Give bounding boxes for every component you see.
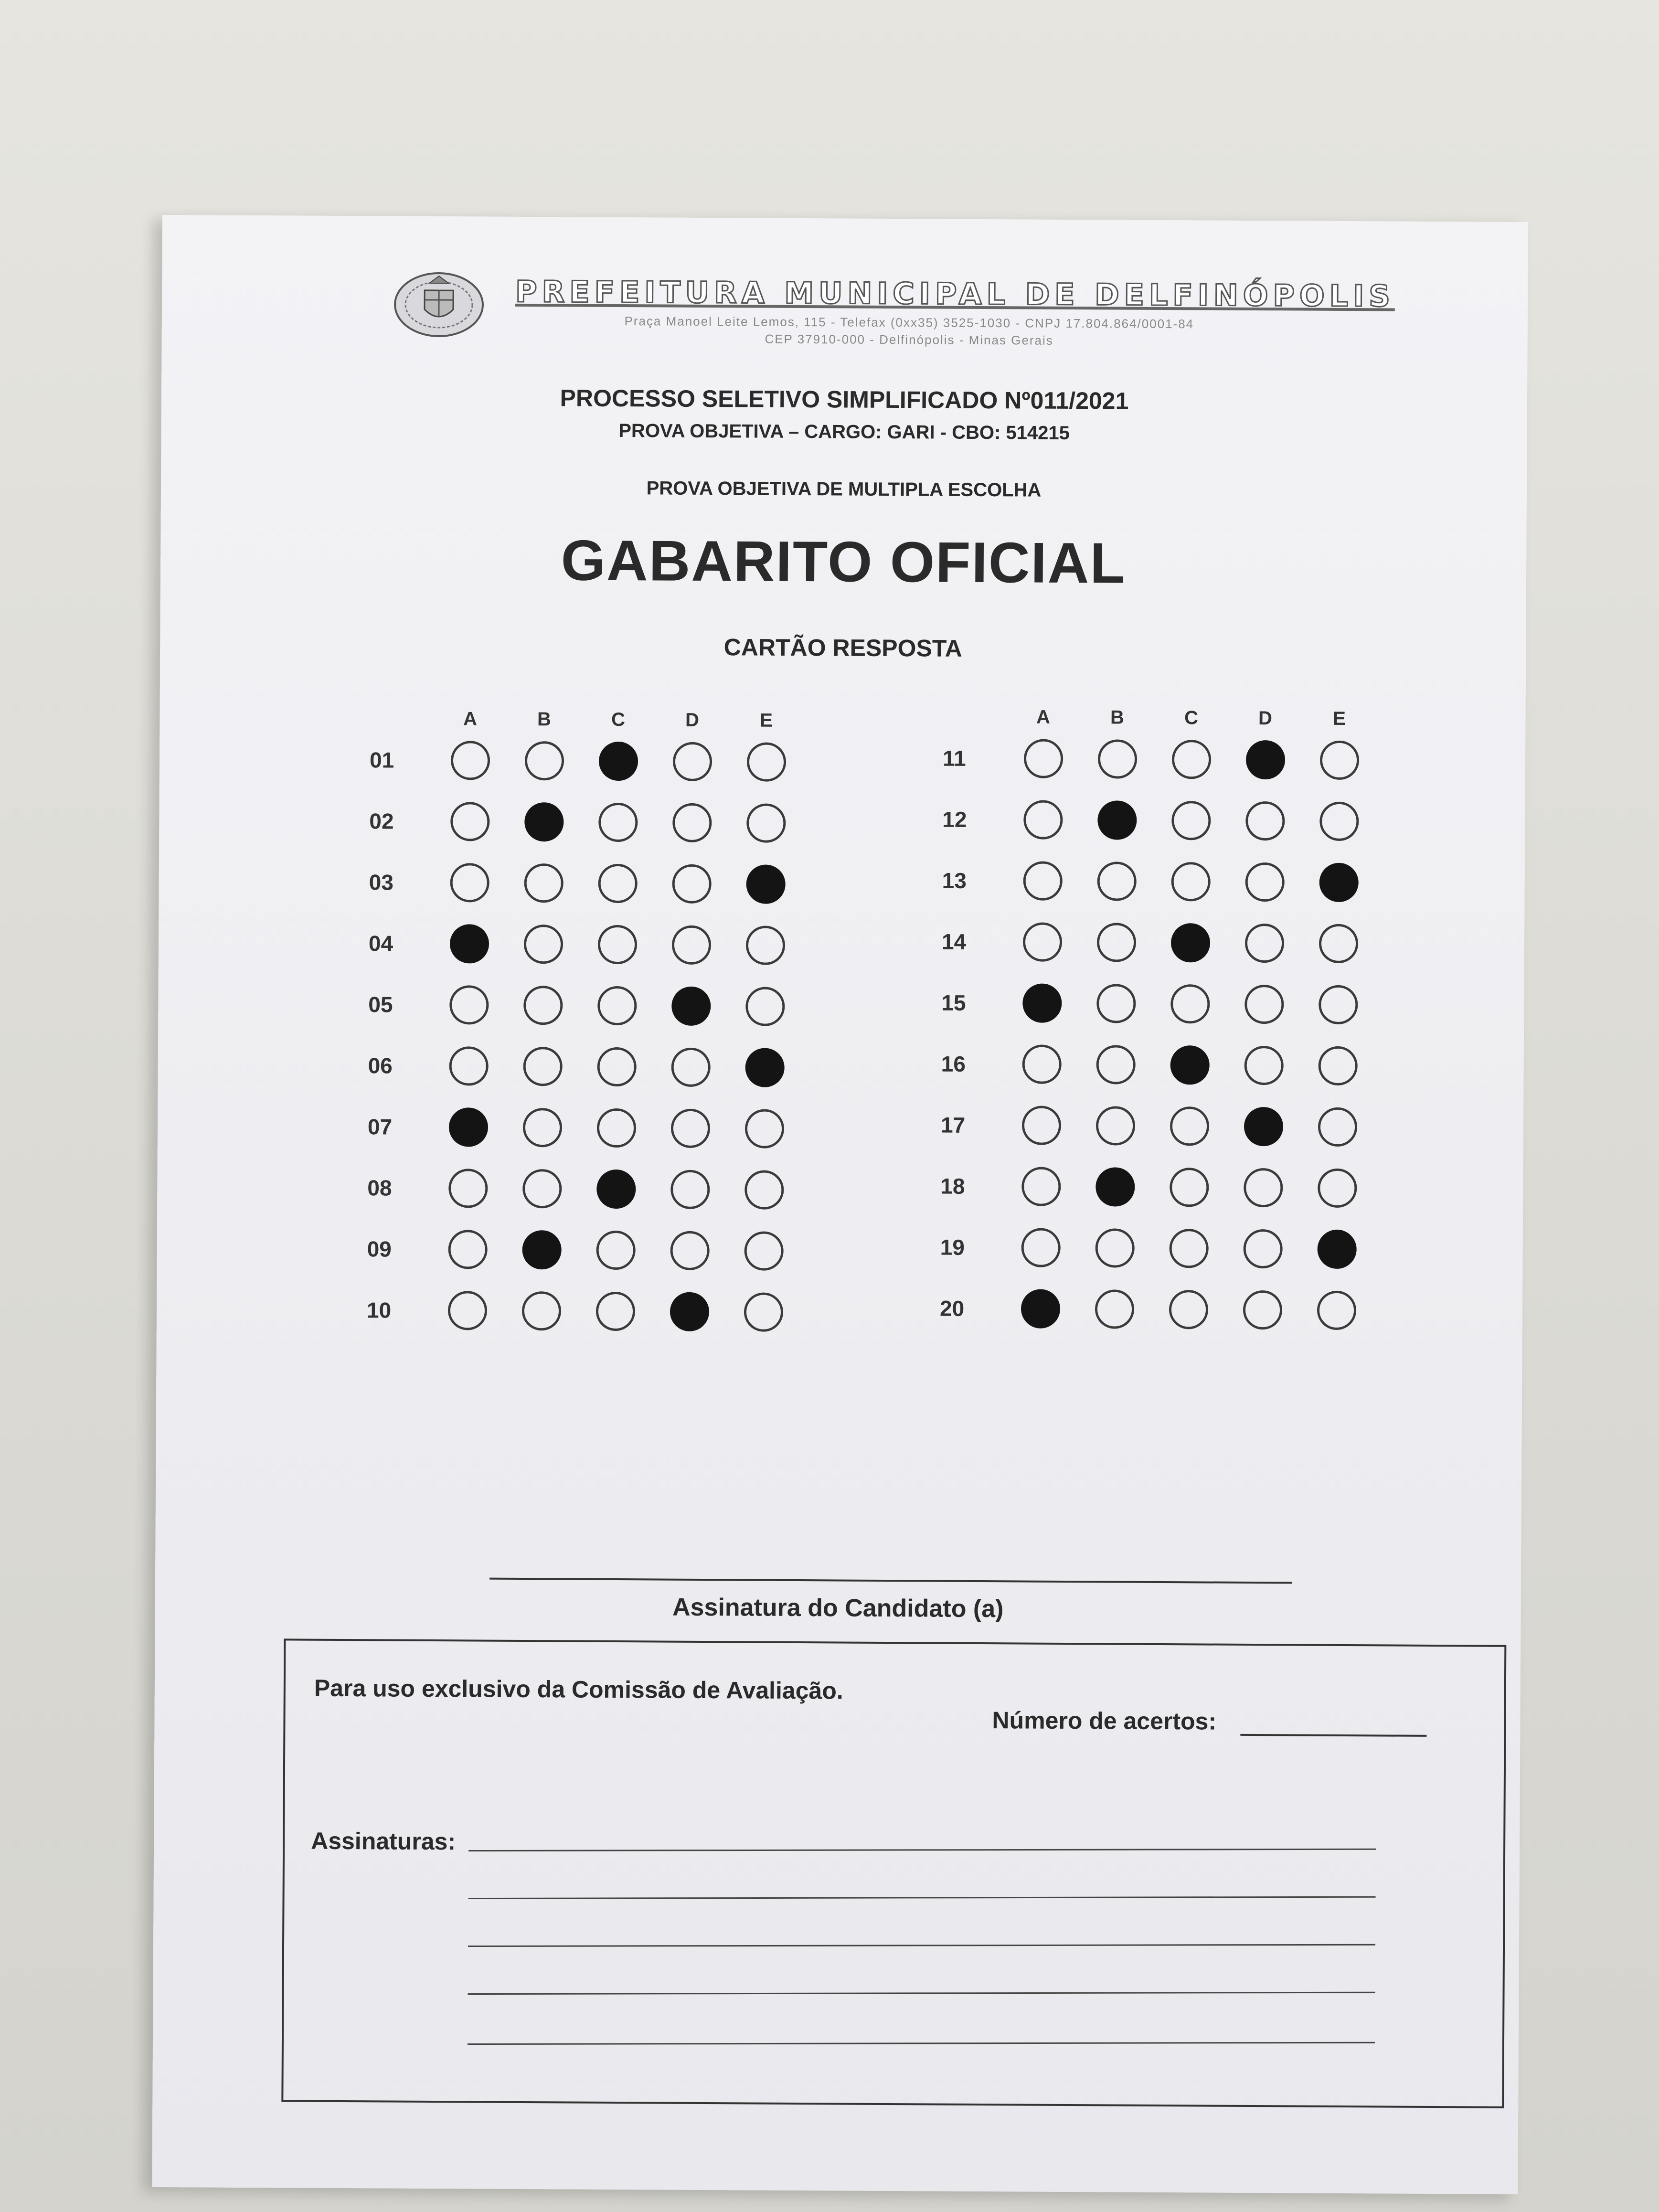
answer-bubble-b-filled[interactable]	[524, 802, 564, 841]
answer-bubble-b[interactable]	[1096, 984, 1136, 1023]
commission-box	[281, 1638, 1506, 2108]
answer-bubble-a[interactable]	[1022, 1106, 1061, 1145]
question-number: 12	[942, 807, 967, 832]
answer-bubble-b[interactable]	[522, 1291, 561, 1330]
question-number: 10	[366, 1297, 392, 1323]
answer-bubble-d-filled[interactable]	[1244, 1107, 1283, 1146]
question-row	[941, 1102, 1418, 1150]
commission-signature-line-3	[468, 1944, 1375, 1947]
question-row	[941, 1041, 1418, 1089]
answer-bubble-b[interactable]	[1097, 923, 1136, 962]
answer-bubble-e[interactable]	[1318, 1169, 1357, 1208]
number-of-hits-line	[1240, 1734, 1426, 1737]
signatures-label: Assinaturas:	[311, 1827, 456, 1855]
answer-bubble-b[interactable]	[523, 1047, 562, 1086]
page-title: GABARITO OFICIAL	[561, 528, 1127, 596]
answer-bubble-d[interactable]	[1245, 801, 1285, 840]
question-number: 11	[942, 745, 966, 771]
question-row	[367, 1287, 844, 1335]
question-row	[370, 736, 847, 785]
question-row	[368, 981, 846, 1029]
answer-bubble-d-filled[interactable]	[671, 987, 711, 1026]
answer-bubble-c-filled[interactable]	[1170, 1045, 1209, 1085]
question-row	[367, 1164, 845, 1212]
candidate-signature-label: Assinatura do Candidato (a)	[672, 1593, 1004, 1623]
option-header-e: E	[760, 710, 773, 731]
answer-bubble-b[interactable]	[524, 925, 563, 964]
answer-bubble-a[interactable]	[449, 1046, 488, 1085]
answer-bubble-e[interactable]	[1317, 1291, 1356, 1330]
option-header-b: B	[1110, 707, 1125, 728]
question-number: 07	[367, 1114, 393, 1139]
answer-bubble-d[interactable]	[670, 1231, 709, 1270]
answer-bubble-b[interactable]	[1097, 861, 1137, 901]
answer-bubble-c[interactable]	[1171, 862, 1211, 901]
option-header-d: D	[685, 709, 700, 731]
question-row	[368, 1103, 845, 1151]
letterhead-address-line2: CEP 37910-000 - Delfinópolis - Minas Gerais	[765, 331, 1053, 348]
question-number: 13	[942, 868, 967, 893]
answer-bubble-b[interactable]	[523, 986, 563, 1025]
question-number: 14	[941, 929, 967, 954]
answer-bubble-a[interactable]	[448, 1230, 487, 1269]
question-number: 20	[939, 1296, 965, 1321]
answer-bubble-d[interactable]	[672, 925, 711, 965]
answer-bubble-a[interactable]	[1023, 922, 1062, 961]
answer-bubble-d[interactable]	[671, 1048, 710, 1087]
answer-bubble-d[interactable]	[1245, 924, 1284, 963]
answer-bubble-e[interactable]	[1319, 924, 1358, 963]
answer-bubble-b[interactable]	[1096, 1106, 1135, 1145]
answer-bubble-c[interactable]	[1170, 1106, 1209, 1146]
question-number: 19	[940, 1234, 965, 1260]
answer-bubble-b[interactable]	[1096, 1045, 1135, 1084]
answer-bubble-d[interactable]	[1244, 1168, 1283, 1207]
commission-signature-line-4	[468, 1992, 1375, 1995]
answer-bubble-c[interactable]	[597, 986, 637, 1025]
answer-bubble-a[interactable]	[448, 1169, 488, 1208]
question-row	[369, 920, 846, 968]
answer-bubble-e[interactable]	[1318, 1107, 1357, 1147]
question-row	[943, 735, 1420, 783]
answer-bubble-d-filled[interactable]	[670, 1292, 709, 1331]
answer-bubble-c[interactable]	[1169, 1290, 1208, 1329]
commission-exclusive-use-label: Para uso exclusivo da Comissão de Avaliação.	[314, 1674, 843, 1704]
answer-bubble-a[interactable]	[1023, 861, 1063, 900]
answer-bubble-e-filled[interactable]	[1319, 863, 1359, 902]
question-row	[940, 1224, 1417, 1272]
answer-bubble-b[interactable]	[1095, 1289, 1134, 1329]
commission-signature-line-5	[468, 2042, 1375, 2045]
answer-card-heading: CARTÃO RESPOSTA	[723, 634, 962, 662]
answer-bubble-a[interactable]	[1021, 1228, 1060, 1267]
answer-bubble-a-filled[interactable]	[449, 1107, 488, 1147]
answer-bubble-c[interactable]	[597, 1047, 636, 1086]
answer-bubble-b-filled[interactable]	[522, 1230, 561, 1269]
question-number: 16	[941, 1051, 966, 1076]
commission-signature-line-2	[468, 1896, 1376, 1899]
number-of-hits-label: Número de acertos:	[992, 1707, 1217, 1735]
answer-bubble-b[interactable]	[525, 741, 564, 780]
answer-bubble-c[interactable]	[598, 864, 637, 903]
answer-bubble-c[interactable]	[1170, 984, 1210, 1023]
answer-bubble-e[interactable]	[746, 925, 785, 965]
question-row	[942, 796, 1420, 844]
answer-bubble-e-filled[interactable]	[1317, 1230, 1356, 1269]
answer-bubble-d[interactable]	[1244, 1046, 1283, 1085]
answer-bubble-c[interactable]	[596, 1292, 635, 1331]
exam-heading: PROVA OBJETIVA – CARGO: GARI - CBO: 514215	[618, 420, 1070, 444]
answer-bubble-d[interactable]	[670, 1170, 710, 1209]
question-number: 17	[940, 1112, 966, 1138]
answer-bubble-a[interactable]	[451, 741, 490, 780]
answer-bubble-b[interactable]	[1098, 739, 1137, 778]
question-row	[368, 1042, 845, 1090]
letterhead	[391, 269, 1395, 355]
municipal-crest-icon	[391, 269, 487, 341]
answer-bubble-e[interactable]	[745, 1109, 784, 1148]
question-row	[369, 798, 847, 846]
exam-type-heading: PROVA OBJETIVA DE MULTIPLA ESCOLHA	[646, 478, 1042, 501]
answer-bubble-a-filled[interactable]	[450, 924, 489, 963]
answer-bubble-a[interactable]	[448, 1291, 487, 1330]
answer-bubble-c-filled[interactable]	[599, 742, 638, 781]
answer-bubble-c[interactable]	[1170, 1168, 1209, 1207]
letterhead-title: PREFEITURA MUNICIPAL DE DELFINÓPOLIS	[515, 274, 1395, 314]
answer-bubble-e[interactable]	[746, 803, 786, 842]
answer-bubble-c[interactable]	[1169, 1229, 1208, 1268]
answer-bubble-a[interactable]	[1021, 1167, 1061, 1206]
question-row	[942, 857, 1419, 905]
question-number: 09	[367, 1236, 392, 1262]
process-heading: PROCESSO SELETIVO SIMPLIFICADO Nº011/2021	[560, 384, 1129, 415]
answer-bubble-e[interactable]	[1319, 802, 1359, 841]
option-header-d: D	[1258, 708, 1273, 729]
answer-bubble-c[interactable]	[598, 803, 638, 842]
answer-bubble-b[interactable]	[1095, 1228, 1134, 1267]
answer-bubble-e[interactable]	[744, 1231, 783, 1270]
answer-bubble-d[interactable]	[1244, 985, 1284, 1024]
answer-bubble-d[interactable]	[672, 803, 712, 842]
answer-bubble-b-filled[interactable]	[1095, 1167, 1135, 1206]
answer-bubble-d[interactable]	[671, 1109, 710, 1148]
answer-bubble-a-filled[interactable]	[1021, 1289, 1060, 1328]
answer-bubble-e-filled[interactable]	[746, 864, 785, 904]
question-row	[940, 1163, 1418, 1211]
option-header-c: C	[611, 709, 626, 731]
question-number: 18	[940, 1173, 965, 1199]
question-row	[369, 859, 846, 907]
question-number: 04	[368, 931, 393, 956]
option-header-a: A	[1036, 706, 1051, 728]
answer-bubble-a-filled[interactable]	[1022, 983, 1062, 1022]
answer-bubble-b[interactable]	[523, 1108, 562, 1147]
answer-bubble-e[interactable]	[1319, 985, 1358, 1024]
question-row	[940, 1285, 1417, 1333]
answer-bubble-d[interactable]	[1243, 1229, 1282, 1268]
answer-bubble-e[interactable]	[745, 987, 785, 1026]
question-row	[367, 1225, 844, 1274]
answer-bubble-b-filled[interactable]	[1097, 800, 1137, 840]
option-header-e: E	[1333, 708, 1346, 729]
answer-bubble-c[interactable]	[597, 1108, 636, 1148]
answer-bubble-c[interactable]	[1172, 740, 1211, 779]
answer-bubble-b[interactable]	[522, 1169, 562, 1208]
question-number: 15	[941, 990, 966, 1015]
question-number: 08	[367, 1175, 392, 1201]
answer-bubble-e-filled[interactable]	[745, 1048, 784, 1087]
option-header-b: B	[537, 709, 552, 730]
answer-bubble-b[interactable]	[524, 863, 563, 903]
question-number: 05	[368, 992, 393, 1017]
answer-bubble-d[interactable]	[672, 864, 711, 904]
answer-bubble-a[interactable]	[450, 802, 489, 841]
answer-bubble-a[interactable]	[449, 985, 489, 1024]
answer-bubble-c[interactable]	[596, 1231, 635, 1270]
answer-bubble-c[interactable]	[1171, 801, 1211, 840]
candidate-signature-line	[489, 1578, 1292, 1584]
answer-bubble-e[interactable]	[744, 1292, 783, 1331]
question-row	[941, 979, 1419, 1028]
option-header-c: C	[1184, 707, 1199, 729]
question-row	[942, 918, 1419, 967]
answer-bubble-a[interactable]	[1022, 1044, 1061, 1084]
question-number: 03	[369, 870, 393, 895]
answer-bubble-c-filled[interactable]	[1171, 923, 1210, 962]
answer-bubble-e[interactable]	[747, 742, 786, 781]
answer-bubble-e[interactable]	[744, 1170, 784, 1209]
answer-bubble-e[interactable]	[1318, 1046, 1357, 1085]
question-number: 01	[369, 747, 394, 773]
question-number: 02	[369, 808, 394, 834]
answer-sheet-paper	[152, 215, 1528, 2194]
question-number: 06	[368, 1053, 393, 1078]
answer-bubble-a[interactable]	[1024, 739, 1063, 778]
option-header-a: A	[463, 708, 478, 730]
answer-bubble-c-filled[interactable]	[596, 1170, 636, 1209]
answer-bubble-d[interactable]	[1243, 1290, 1282, 1329]
answer-bubble-d[interactable]	[1245, 862, 1285, 902]
commission-signature-line-1	[468, 1849, 1376, 1851]
answer-bubble-d[interactable]	[673, 742, 712, 781]
answer-bubble-a[interactable]	[1023, 800, 1063, 839]
answer-bubble-e[interactable]	[1320, 741, 1359, 780]
answer-bubble-d-filled[interactable]	[1246, 740, 1285, 779]
letterhead-address-line1: Praça Manoel Leite Lemos, 115 - Telefax (0xx35) 3525-1030 - CNPJ 17.804.864/0001-84	[624, 314, 1194, 331]
answer-bubble-a[interactable]	[450, 863, 489, 902]
answer-bubble-c[interactable]	[598, 925, 637, 964]
